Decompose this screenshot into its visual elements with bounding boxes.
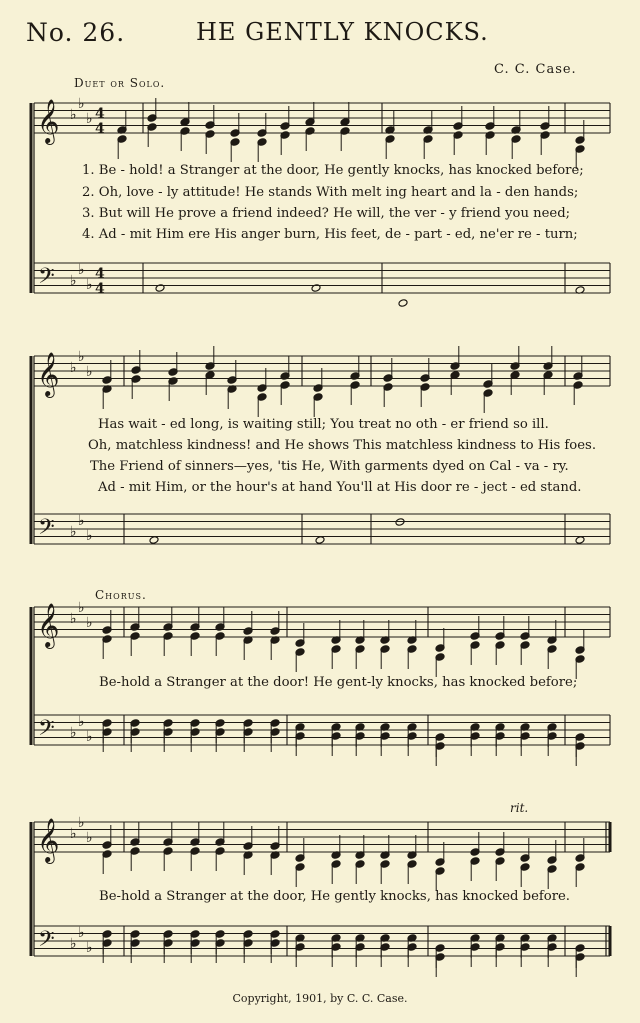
bass-note <box>155 284 165 293</box>
flat-icon: ♭ <box>86 615 93 631</box>
hymn-number: No. 26. <box>26 18 126 47</box>
verse-2-line-2: Oh, matchless kindness! and He shows This matchless kindness to His foes. <box>88 438 597 453</box>
flat-icon: ♭ <box>78 815 85 831</box>
bass-note <box>398 299 408 308</box>
flat-icon: ♭ <box>86 277 93 293</box>
flat-icon: ♭ <box>70 611 77 627</box>
treble-clef-icon: 𝄞 <box>37 818 60 862</box>
treble-clef-icon: 𝄞 <box>37 603 60 647</box>
flat-icon: ♭ <box>78 262 85 278</box>
bass-note <box>575 536 585 545</box>
bass-note <box>395 518 405 527</box>
verse-4-line-1: 4. Ad - mit Him ere His anger burn, His feet, de - part - ed, ne'er re - turn; <box>82 227 578 242</box>
chorus-marking: Chorus. <box>95 588 147 602</box>
bass-note <box>311 284 321 293</box>
bass-clef-icon: 𝄢 <box>38 927 55 957</box>
flat-icon: ♭ <box>70 273 77 289</box>
flat-icon: ♭ <box>86 111 93 127</box>
flat-icon: ♭ <box>70 936 77 952</box>
time-signature-bottom: 4 <box>95 121 105 137</box>
flat-icon: ♭ <box>86 830 93 846</box>
bass-clef-icon: 𝄢 <box>38 264 55 294</box>
chorus-line-2: Be-hold a Stranger at the door, He gently knocks, has knocked before. <box>99 889 570 904</box>
flat-icon: ♭ <box>78 513 85 529</box>
ritardando-marking: rit. <box>510 801 529 815</box>
flat-icon: ♭ <box>86 940 93 956</box>
bass-note <box>315 536 325 545</box>
copyright-notice: Copyright, 1901, by C. C. Case. <box>232 992 408 1005</box>
flat-icon: ♭ <box>86 729 93 745</box>
verse-1-line-2: Has wait - ed long, is waiting still; You treat no oth - er friend so ill. <box>98 417 549 432</box>
flat-icon: ♭ <box>78 714 85 730</box>
verse-3-line-1: 3. But will He prove a friend indeed? He will, the ver - y friend you need; <box>82 206 571 221</box>
verse-2-line-1: 2. Oh, love - ly attitude! He stands With melt ing heart and la - den hands; <box>82 185 579 200</box>
time-signature-top: 4 <box>95 106 105 122</box>
time-signature-bottom: 4 <box>95 281 105 297</box>
bass-note <box>149 536 159 545</box>
time-signature-top: 4 <box>95 266 105 282</box>
flat-icon: ♭ <box>70 725 77 741</box>
bass-clef-icon: 𝄢 <box>38 515 55 545</box>
treble-clef-icon: 𝄞 <box>37 352 60 396</box>
flat-icon: ♭ <box>70 524 77 540</box>
verse-1-line-1: 1. Be - hold! a Stranger at the door, He gently knocks, has knocked before; <box>82 163 584 178</box>
flat-icon: ♭ <box>86 364 93 380</box>
flat-icon: ♭ <box>70 107 77 123</box>
flat-icon: ♭ <box>70 360 77 376</box>
flat-icon: ♭ <box>78 925 85 941</box>
flat-icon: ♭ <box>78 349 85 365</box>
chorus-line-1: Be-hold a Stranger at the door! He gent-ly knocks, has knocked before; <box>99 675 578 690</box>
flat-icon: ♭ <box>70 826 77 842</box>
hymn-title: HE GENTLY KNOCKS. <box>196 18 489 46</box>
performance-marking: Duet or Solo. <box>74 76 166 90</box>
verse-3-line-2: The Friend of sinners—yes, 'tis He, With garments dyed on Cal - va - ry. <box>90 459 569 474</box>
composer: C. C. Case. <box>494 62 577 77</box>
treble-clef-icon: 𝄞 <box>37 99 60 143</box>
bass-clef-icon: 𝄢 <box>38 716 55 746</box>
flat-icon: ♭ <box>78 600 85 616</box>
flat-icon: ♭ <box>78 96 85 112</box>
verse-4-line-2: Ad - mit Him, or the hour's at hand You'll at His door re - ject - ed stand. <box>98 480 582 495</box>
flat-icon: ♭ <box>86 528 93 544</box>
